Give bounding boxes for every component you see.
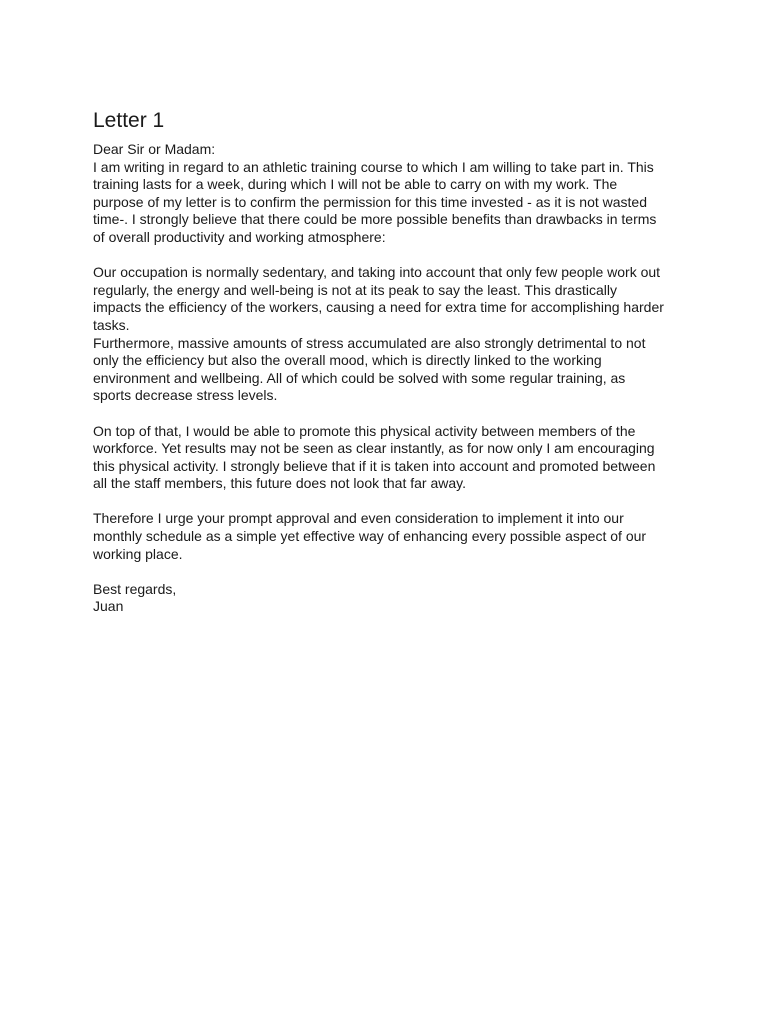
text-line: Therefore I urge your prompt approval and even consideration to implement it into our — [93, 510, 624, 527]
letter-body — [93, 141, 683, 616]
text-line: this physical activity. I strongly believe that if it is taken into account and promoted between — [93, 457, 656, 474]
text-line: On top of that, I would be able to promote this physical activity between members of the — [93, 422, 636, 439]
text-line: only the efficiency but also the overall mood, which is directly linked to the working — [93, 352, 602, 369]
text-line: purpose of my letter is to confirm the permission for this time invested - as it is not wasted — [93, 193, 647, 210]
text-line: regularly, the energy and well-being is not at its peak to say the least. This drastically — [93, 281, 617, 298]
text-line: time-. I strongly believe that there could be more possible benefits than drawbacks in terms — [93, 211, 657, 228]
text-line: all the staff members, this future does not look that far away. — [93, 475, 467, 492]
paragraph-spacer — [93, 405, 683, 423]
document-title: Letter 1 — [93, 109, 165, 132]
letter — [93, 108, 683, 616]
paragraph-spacer — [93, 247, 683, 265]
paragraph-spacer — [93, 493, 683, 511]
text-line: Our occupation is normally sedentary, and taking into account that only few people work out — [93, 264, 661, 281]
text-line: Furthermore, massive amounts of stress accumulated are also strongly detrimental to not — [93, 334, 646, 351]
signature: Juan — [93, 598, 124, 615]
text-line: monthly schedule as a simple yet effective way of enhancing every possible aspect of our — [93, 528, 647, 545]
paragraph-2 — [93, 264, 683, 405]
text-line: of overall productivity and working atmosphere: — [93, 228, 386, 245]
paragraph-1 — [93, 159, 683, 247]
text-line: training lasts for a week, during which I will not be able to carry on with my work. The — [93, 176, 618, 193]
paragraph-spacer — [93, 563, 683, 581]
text-line: impacts the efficiency of the workers, causing a need for extra time for accomplishing harder — [93, 299, 664, 316]
salutation: Dear Sir or Madam: — [93, 141, 216, 157]
text-line: working place. — [93, 545, 183, 562]
text-line: tasks. — [93, 316, 130, 333]
text-line: I am writing in regard to an athletic training course to which I am willing to take part in. This — [93, 158, 654, 175]
closing: Best regards, — [93, 580, 177, 597]
paragraph-3 — [93, 423, 683, 493]
text-line: workforce. Yet results may not be seen as clear instantly, as for now only I am encouraging — [93, 440, 655, 457]
text-line: environment and wellbeing. All of which could be solved with some regular training, as — [93, 369, 626, 386]
paragraph-4 — [93, 510, 683, 563]
text-line: sports decrease stress levels. — [93, 387, 278, 404]
